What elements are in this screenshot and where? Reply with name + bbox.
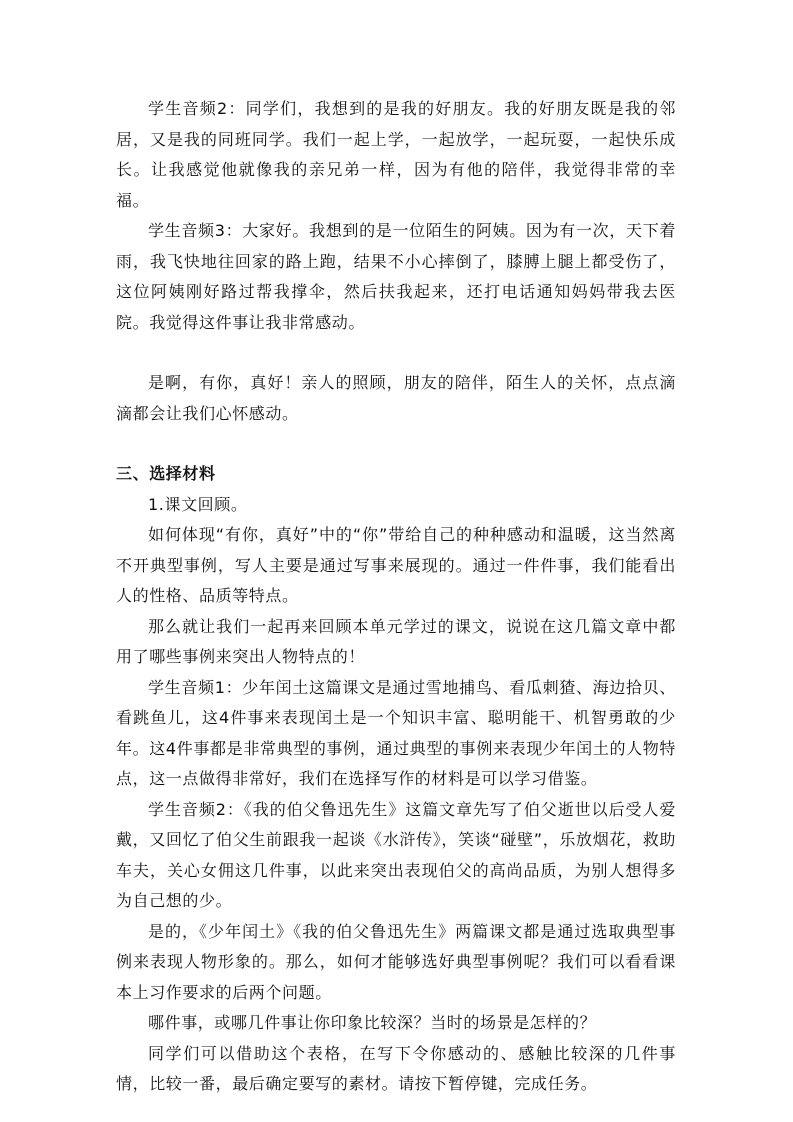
paragraph-typical-examples: 如何体现“有你，真好”中的“你”带给自己的种种感动和温暖，这当然离不开典型事例，写人主要是通过写事来展现的。通过一件件事，我们能看出人的性格、品质等特点。: [116, 525, 676, 605]
paragraph-question: 哪件事，或哪几件事让你印象比较深？当时的场景是怎样的？: [148, 1013, 597, 1032]
paragraph-student-audio-2-friend: 学生音频2：同学们，我想到的是我的好朋友。我的好朋友既是我的邻居，又是我的同班同学。我们一起上学，一起放学，一起玩耍，一起快乐成长。让我感觉他就像我的亲兄弟一样，因为有他的陪伴，我觉得非常的幸福。: [116, 99, 676, 210]
paragraph-task-instruction: 同学们可以借助这个表格，在写下令你感动的、感触比较深的几件事情，比较一番，最后确定要写的素材。请按下暂停键，完成任务。: [116, 1043, 676, 1093]
subheading-text-review: 1.课文回顾。: [148, 494, 248, 514]
paragraph-student-audio-3-stranger: 学生音频3：大家好。我想到的是一位陌生的阿姨。因为有一次，天下着雨，我飞快地往回家的路上跑，结果不小心摔倒了，膝膊上腿上都受伤了，这位阿姨刚好路过帮我撑伞，然后扶我起来，还打电话通知妈妈带我去医院。我觉得这件事让我非常感动。: [116, 221, 676, 332]
paragraph-summary: 是啊，有你，真好！亲人的照顾，朋友的陪伴，陌生人的关怀，点点滴滴都会让我们心怀感动。: [116, 373, 676, 423]
paragraph-review-prompt: 那么就让我们一起再来回顾本单元学过的课文，说说在这几篇文章中都用了哪些事例来突出人物特点的！: [116, 616, 676, 666]
paragraph-student-audio-1-runtu: 学生音频1：少年闰土这篇课文是通过雪地捕鸟、看瓜刺猹、海边拾贝、看跳鱼儿，这4件事来表现闰土是一个知识丰富、聪明能干、机智勇敢的少年。这4件事都是非常典型的事例，通过典型的事例来表现少年闰土的人物特点，这一点做得非常好，我们在选择写作的材料是可以学习借鉴。: [116, 677, 676, 788]
document-body: [116, 94, 676, 1100]
paragraph-teacher-response: 是的，《少年闰土》《我的伯父鲁迅先生》两篇课文都是通过选取典型事例来表现人物形象的。那么，如何才能够选好典型事例呢？我们可以看看课本上习作要求的后两个问题。: [116, 921, 676, 1002]
section-heading: 三、选择材料: [116, 464, 216, 483]
paragraph-student-audio-2-luxun: 学生音频2：《我的伯父鲁迅先生》这篇文章先写了伯父逝世以后受人爱戴，又回忆了伯父生前跟我一起谈《水浒传》，笑谈“碰壁”，乐放烟花，救助车夫，关心女佣这几件事，以此来突出表现伯父的高尚品质，为别人想得多为自己想的少。: [116, 799, 676, 910]
paragraph-gap: [116, 338, 676, 368]
paragraph-gap: [116, 429, 676, 459]
